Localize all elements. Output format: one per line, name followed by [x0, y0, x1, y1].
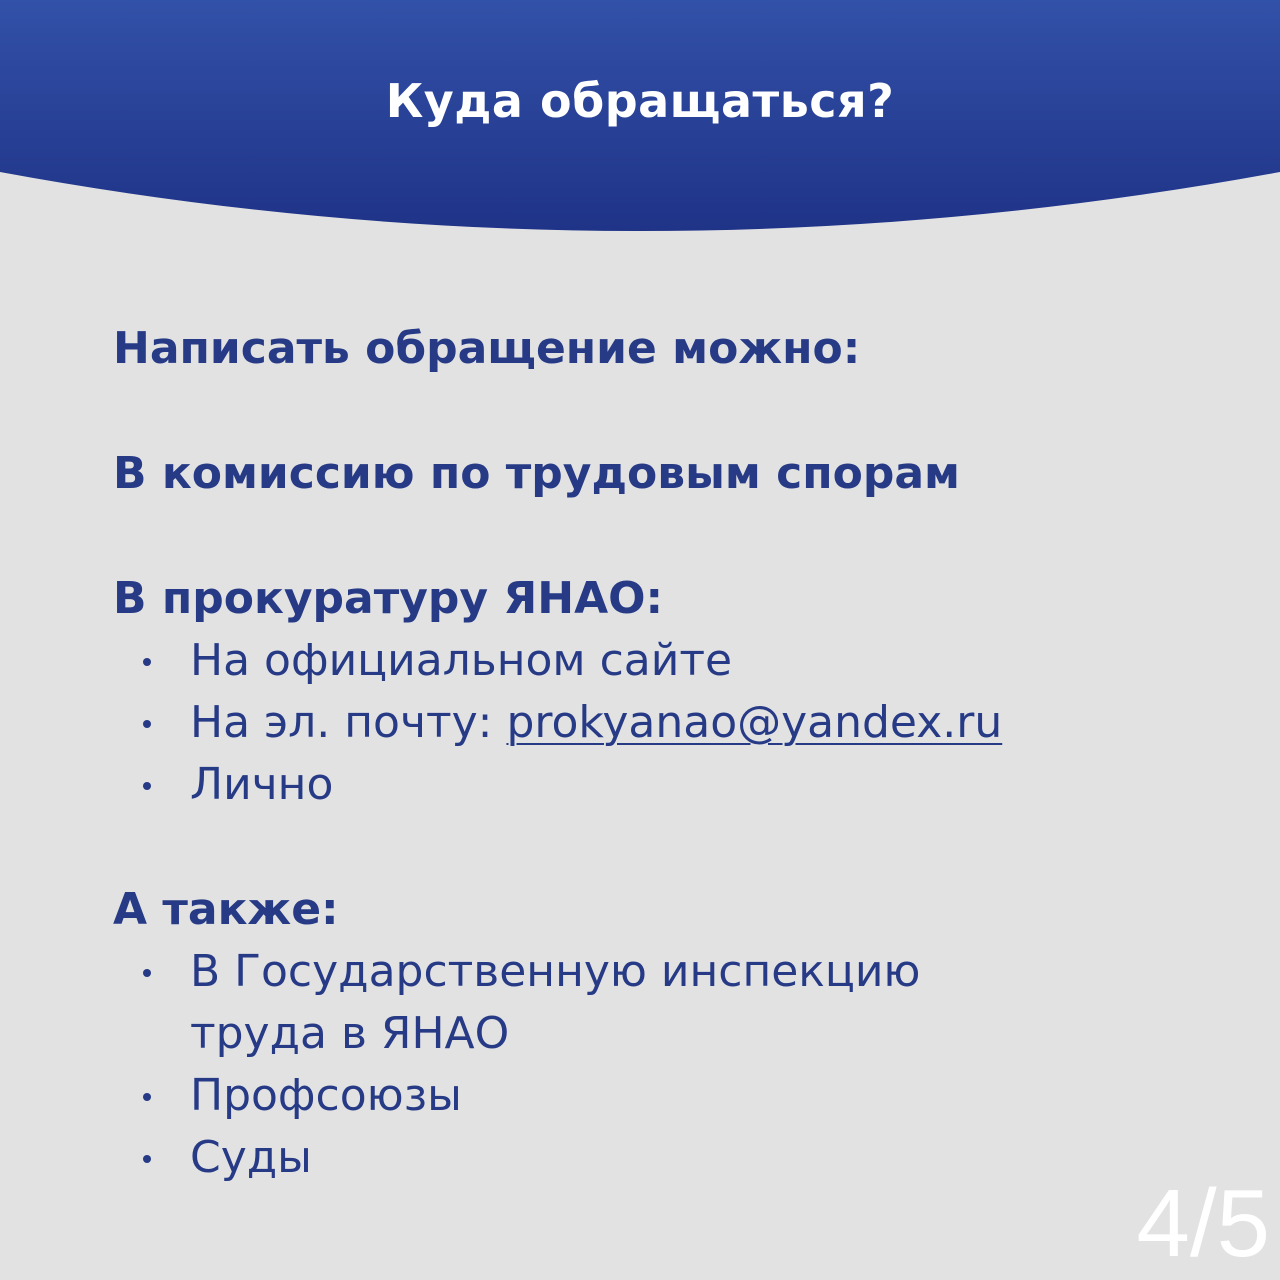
list-item-label: Лично [190, 759, 334, 810]
bullet-icon [143, 969, 151, 977]
bullet-icon [143, 658, 151, 666]
list-item-continuation [113, 1003, 1213, 1065]
prosecutor-list [113, 630, 1213, 816]
bullet-icon [143, 1155, 151, 1163]
email-link[interactable]: prokyanao@yandex.ru [506, 697, 1003, 748]
list-item [113, 1127, 1213, 1189]
list-item-label: Суды [190, 1132, 312, 1183]
list-item [113, 1065, 1213, 1127]
main-content [113, 318, 1213, 1189]
commission-heading: В комиссию по трудовым спорам [113, 448, 960, 499]
also-heading: А также: [113, 884, 339, 935]
prosecutor-heading: В прокуратуру ЯНАО: [113, 573, 664, 624]
list-item [113, 754, 1213, 816]
page-title: Куда обращаться? [385, 74, 895, 128]
list-item [113, 692, 1213, 754]
list-item [113, 941, 1213, 1003]
list-item-label: На эл. почту: [190, 697, 507, 748]
bullet-icon [143, 782, 151, 790]
list-item [113, 630, 1213, 692]
bullet-icon [143, 720, 151, 728]
list-item-label: Профсоюзы [190, 1070, 462, 1121]
list-item-label: труда в ЯНАО [190, 1008, 510, 1059]
also-list [113, 941, 1213, 1189]
bullet-icon [143, 1093, 151, 1101]
intro-heading: Написать обращение можно: [113, 323, 861, 374]
list-item-label: На официальном сайте [190, 635, 733, 686]
list-item-label: В Государственную инспекцию [190, 946, 921, 997]
page-indicator: 4/5 [1136, 1170, 1270, 1277]
